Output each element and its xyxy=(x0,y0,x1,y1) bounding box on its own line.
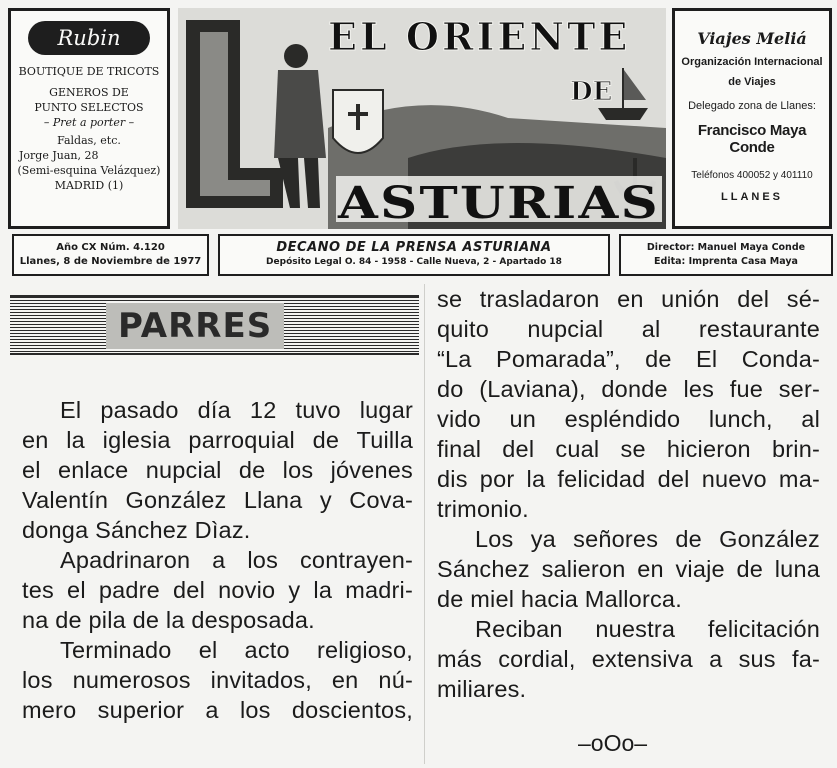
newspaper-motto: DECANO DE LA PRENSA ASTURIANA xyxy=(276,240,552,255)
article-line: se trasladaron en unión del sé- xyxy=(437,286,820,312)
advertisement-viajes-melia xyxy=(672,8,832,229)
article-line: trimonio. xyxy=(437,496,529,522)
article-signoff: –oOo– xyxy=(578,730,648,756)
newspaper-motto-box xyxy=(218,234,610,276)
article-line: en la iglesia parroquial de Tuilla xyxy=(22,427,413,453)
ad-line: GENEROS DE xyxy=(49,85,129,99)
article-line: “La Pomarada”, de El Conda- xyxy=(437,346,820,372)
credits-box xyxy=(619,234,833,276)
issue-number: Año CX Núm. 4.120 xyxy=(56,242,165,253)
section-title: PARRES xyxy=(106,303,284,349)
article-line: do (Laviana), donde les fue ser- xyxy=(437,376,820,402)
column-divider xyxy=(424,284,425,764)
ad-city: MADRID (1) xyxy=(54,178,124,192)
article-line: Terminado el acto religioso, xyxy=(60,637,413,663)
section-header xyxy=(10,295,419,355)
ad-line: – Pret a porter – xyxy=(43,115,135,129)
article-column-right xyxy=(437,284,820,704)
article-line: mero superior a los doscientos, xyxy=(22,697,413,723)
article-line: na de pila de la desposada. xyxy=(22,607,315,633)
ad-line: (Semi-esquina Velázquez) xyxy=(17,164,161,178)
article-line: los numerosos invitados, en nú- xyxy=(22,667,413,693)
figure-body xyxy=(274,70,326,158)
article-line: donga Sánchez Dìaz. xyxy=(22,517,251,543)
ad-phones: Teléfonos 400052 y 401110 xyxy=(691,170,813,181)
figure-head xyxy=(284,44,308,68)
ad-line: Faldas, etc. xyxy=(57,134,121,148)
masthead-title-top: EL ORIENTE xyxy=(328,14,631,59)
article-line: de miel hacia Mallorca. xyxy=(437,586,682,612)
article-line: Los ya señores de González xyxy=(475,526,820,552)
ad-town: LLANES xyxy=(721,191,783,203)
advertisement-rubin xyxy=(8,8,170,229)
ad-brand: Viajes Meliá xyxy=(697,29,807,48)
article-line: dis por la felicidad del nuevo ma- xyxy=(437,466,820,492)
article-line: Valentín González Llana y Cova- xyxy=(22,487,413,513)
article-line: el enlace nupcial de los jóvenes xyxy=(22,457,413,483)
ad-line: Organización Internacional xyxy=(681,56,823,68)
article-line: miliares. xyxy=(437,676,527,702)
masthead-illustration xyxy=(178,8,666,229)
ship-hull xyxy=(598,108,648,120)
article-line: El pasado día 12 tuvo lugar xyxy=(60,397,413,423)
article-line: vido un espléndido lunch, al xyxy=(437,406,820,432)
ad-contact-name: Francisco Maya Conde xyxy=(697,122,807,156)
ad-address: Jorge Juan, 28 xyxy=(19,149,99,163)
article-line: más cordial, extensiva a sus fa- xyxy=(437,646,820,672)
ad-line: de Viajes xyxy=(728,76,776,88)
masthead-title-bottom: ASTURIAS xyxy=(336,178,660,229)
legal-deposit: Depósito Legal O. 84 - 1958 - Calle Nueva, 2 - Apartado 18 xyxy=(266,257,562,267)
rubin-logo: Rubin xyxy=(28,21,150,55)
issue-date: Llanes, 8 de Noviembre de 1977 xyxy=(19,256,202,267)
masthead xyxy=(178,8,666,229)
article-line: final del cual se hicieron brin- xyxy=(437,436,820,462)
article-line: Reciban nuestra felicitación xyxy=(475,616,820,642)
article-line: quito nupcial al restaurante xyxy=(437,316,820,342)
director: Director: Manuel Maya Conde xyxy=(646,242,806,253)
ad-line: BOUTIQUE DE TRICOTS xyxy=(18,65,160,78)
article-column-left xyxy=(22,395,413,725)
ad-line: Delegado zona de Llanes: xyxy=(688,100,816,112)
publisher: Edita: Imprenta Casa Maya xyxy=(654,256,798,268)
article-line: Sánchez salieron en viaje de luna xyxy=(437,556,820,582)
issue-info xyxy=(12,234,209,276)
article-line: Apadrinaron a los contrayen- xyxy=(60,547,413,573)
masthead-title-mid: DE xyxy=(570,77,613,107)
article-line: tes el padre del novio y la madri- xyxy=(22,577,413,603)
ad-line: PUNTO SELECTOS xyxy=(34,100,144,114)
